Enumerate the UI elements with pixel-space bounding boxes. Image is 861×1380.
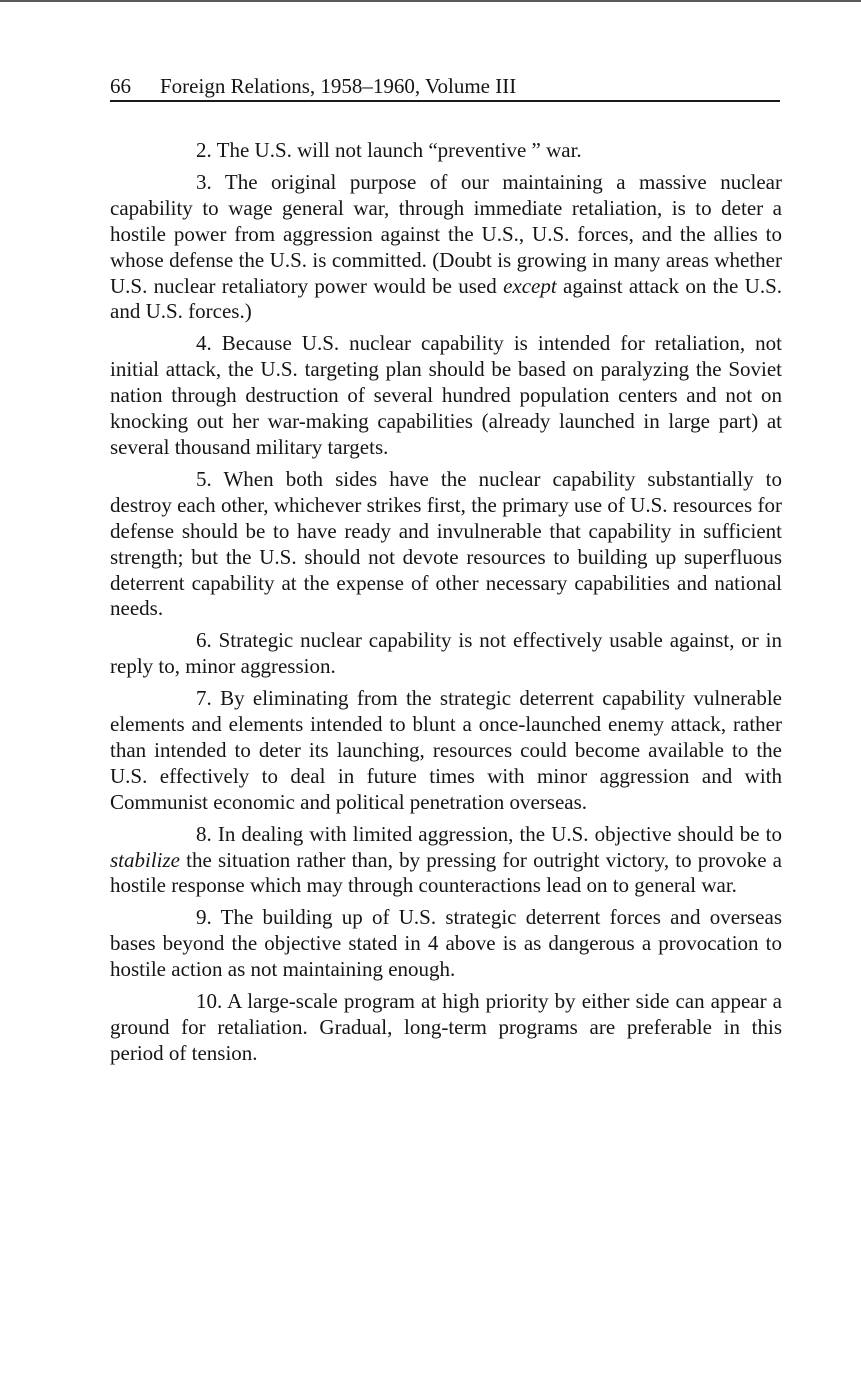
- paragraph-text: When both sides have the nuclear capability substantially to destroy each other, whichever strikes first, the primary use of U.S. resources for defense should be to have ready and invulnerable that capability in sufficient strength; but the U.S. should not devote resources to building up superfluous deterrent capability at the expense of other necessary capabilities and national needs.: [110, 466, 783, 621]
- paragraph-text: The U.S. will not launch “preventive ” war.: [216, 138, 582, 162]
- paragraph-text-continued: against attack on the U.S. and U.S. forces.): [110, 273, 783, 324]
- paragraph-number: 5.: [196, 466, 212, 491]
- paragraph-7: [110, 686, 782, 816]
- paragraph-5: [110, 467, 782, 622]
- emphasis-stabilize: stabilize: [110, 847, 181, 872]
- paragraph-3: [110, 170, 782, 325]
- paragraph-number: 4.: [196, 331, 212, 356]
- emphasis-except: except: [503, 273, 557, 298]
- paragraph-number: 9.: [196, 905, 212, 930]
- paragraph-number: 10.: [196, 989, 223, 1014]
- page-body: [110, 138, 782, 1073]
- paragraph-text-continued: the situation rather than, by pressing for outright victory, to provoke a hostile response which may through counteractions lead on to general war.: [110, 847, 783, 898]
- paragraph-number: 7.: [196, 686, 212, 711]
- paragraph-10: [110, 989, 782, 1067]
- paragraph-text: Because U.S. nuclear capability is intended for retaliation, not initial attack, the U.S. targeting plan should be based on paralyzing the Soviet nation through destruction of several hundred population centers and not on knocking out her war-making capabilities (already launched in large part) at several thousand military targets.: [110, 331, 783, 459]
- paragraph-8: [110, 822, 782, 900]
- paragraph-text: A large-scale program at high priority by either side can appear a ground for retaliation. Gradual, long-term programs are preferable in this period of tension.: [110, 989, 783, 1065]
- running-header: [110, 72, 780, 102]
- paragraph-number: 6.: [196, 628, 212, 653]
- running-title: Foreign Relations, 1958–1960, Volume III: [160, 74, 517, 98]
- paragraph-text: By eliminating from the strategic deterrent capability vulnerable elements and elements intended to blunt a once-launched enemy attack, rather than intended to deter its launching, resources could become available to the U.S. effectively to deal in future times with minor aggression and with Communist economic and political penetration overseas.: [110, 686, 783, 814]
- paragraph-text: Strategic nuclear capability is not effectively usable against, or in reply to, minor aggression.: [110, 628, 782, 679]
- page-top-edge: [0, 0, 861, 2]
- paragraph-number: 3.: [196, 169, 212, 194]
- paragraph-2: [110, 138, 782, 164]
- paragraph-number: 2.: [196, 138, 212, 162]
- paragraph-text: In dealing with limited aggression, the U.S. objective should be to: [217, 821, 783, 846]
- paragraph-text: The building up of U.S. strategic deterrent forces and overseas bases beyond the objective stated in 4 above is as dangerous a provocation to hostile action as not maintaining enough.: [110, 905, 782, 982]
- page-number: 66: [110, 74, 131, 98]
- paragraph-number: 8.: [196, 821, 212, 846]
- paragraph-6: [110, 628, 782, 680]
- paragraph-4: [110, 331, 782, 461]
- paragraph-9: [110, 905, 782, 983]
- paragraph-text: The original purpose of our maintaining a massive nuclear capability to wage general war, through immediate retaliation, is to deter a hostile power from aggression against the U.S., U.S. forces, and the allies to whose defense the U.S. is committed. (Doubt is growing in many areas whether U.S. nuclear retaliatory power would be used: [110, 169, 782, 298]
